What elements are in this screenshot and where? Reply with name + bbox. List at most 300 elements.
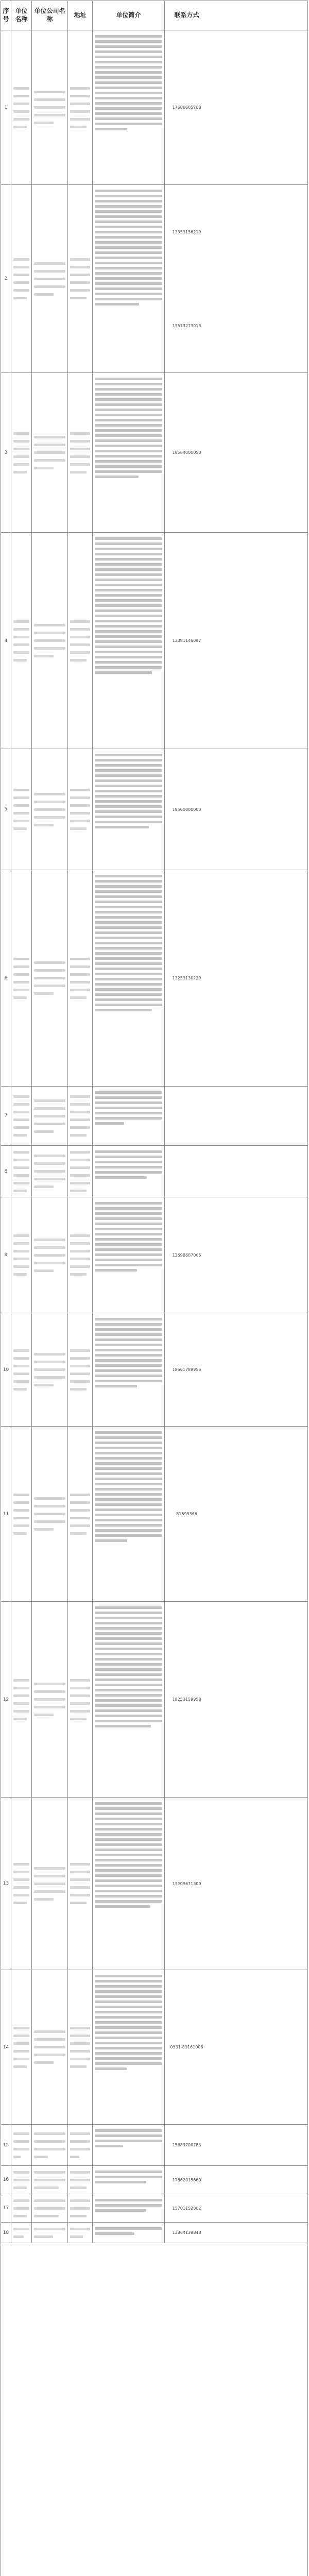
text-line	[70, 996, 87, 999]
text-line	[70, 1365, 90, 1367]
text-line	[70, 1166, 90, 1169]
row-seq: 4	[1, 533, 11, 749]
text-line	[95, 589, 162, 591]
table-row	[1, 1798, 307, 1970]
text-line	[13, 1242, 29, 1245]
text-line	[95, 1369, 162, 1372]
text-line	[13, 274, 29, 276]
text-line	[13, 281, 29, 284]
text-line	[95, 1885, 162, 1887]
text-line	[95, 1874, 162, 1877]
text-line	[34, 2187, 59, 2189]
row-seq: 12	[1, 1602, 11, 1797]
text-line	[13, 2035, 29, 2037]
text-line	[95, 1673, 162, 1676]
text-line	[70, 1095, 90, 1098]
text-line	[34, 122, 54, 124]
text-line	[95, 2021, 162, 2024]
phone-number[interactable]: 81599366	[176, 1512, 197, 1516]
text-line	[34, 1706, 65, 1708]
text-line	[34, 2228, 65, 2230]
text-line	[34, 655, 54, 657]
row-seq: 14	[1, 1970, 11, 2124]
company-name-cell	[32, 2194, 68, 2222]
company-name-cell	[32, 373, 68, 532]
text-line	[13, 1871, 29, 1873]
text-line	[95, 2171, 162, 2173]
unit-name-cell	[11, 2166, 32, 2194]
text-line	[95, 983, 162, 986]
text-line	[70, 103, 90, 105]
text-line	[95, 2227, 162, 2230]
text-line	[95, 666, 162, 669]
text-line	[13, 126, 27, 128]
text-line	[95, 1843, 162, 1846]
text-line	[70, 1357, 90, 1360]
text-line	[70, 1679, 90, 1682]
text-line	[95, 1442, 162, 1444]
phone-number[interactable]: 18560000060	[172, 807, 201, 812]
text-line	[95, 1107, 162, 1109]
text-line	[95, 2145, 123, 2147]
text-line	[70, 1524, 90, 1527]
text-line	[95, 931, 162, 934]
text-line	[95, 1112, 162, 1114]
text-line	[70, 2179, 90, 2181]
text-line	[95, 445, 162, 447]
text-line	[34, 1875, 65, 1877]
table-row	[1, 1087, 307, 1146]
text-line	[95, 890, 162, 893]
text-line	[70, 2156, 79, 2158]
text-line	[34, 285, 65, 288]
row-seq: 8	[1, 1146, 11, 1197]
text-line	[34, 801, 65, 803]
text-line	[34, 270, 65, 273]
text-line	[70, 958, 90, 960]
text-line	[70, 471, 87, 473]
text-line	[95, 1462, 162, 1465]
text-line	[13, 1151, 29, 1154]
text-line	[70, 1111, 90, 1113]
text-line	[34, 91, 65, 93]
text-line	[70, 297, 87, 299]
text-line	[95, 937, 162, 939]
text-line	[95, 1344, 162, 1346]
address-cell	[68, 1970, 93, 2124]
text-line	[95, 1467, 162, 1470]
text-line	[95, 1864, 162, 1867]
header-contact: 联系方式	[174, 11, 199, 19]
text-line	[95, 620, 162, 622]
text-line	[34, 992, 54, 995]
text-line	[95, 1995, 162, 1998]
text-line	[70, 1702, 90, 1705]
text-line	[70, 432, 90, 435]
text-line	[95, 548, 162, 550]
text-line	[34, 2054, 65, 2056]
text-line	[95, 1514, 162, 1516]
text-line	[95, 409, 162, 411]
text-line	[13, 2140, 29, 2143]
table-row	[1, 2166, 307, 2194]
text-line	[34, 1384, 54, 1386]
text-line	[95, 1720, 162, 1722]
company-name-cell	[32, 2223, 68, 2243]
text-line	[70, 1118, 90, 1121]
text-line	[70, 448, 90, 450]
text-line	[95, 282, 162, 285]
text-line	[70, 1380, 90, 1383]
text-line	[95, 790, 162, 792]
text-line	[70, 1718, 87, 1720]
text-line	[13, 2050, 29, 2053]
text-line	[13, 118, 29, 121]
text-line	[13, 1509, 29, 1512]
text-line	[70, 2058, 90, 2060]
text-line	[34, 2171, 65, 2174]
text-line	[95, 2204, 162, 2207]
text-line	[95, 880, 162, 883]
text-line	[95, 563, 162, 566]
text-line	[95, 102, 162, 105]
text-line	[95, 906, 162, 908]
text-line	[13, 1234, 29, 1237]
text-line	[95, 1202, 162, 1205]
text-line	[13, 958, 29, 960]
text-line	[95, 434, 162, 437]
text-line	[13, 1494, 29, 1496]
text-line	[34, 961, 65, 964]
text-line	[95, 921, 162, 924]
phone-number[interactable]: 18661789956	[172, 1367, 201, 1372]
unit-name-cell	[11, 1602, 32, 1797]
text-line	[13, 1524, 29, 1527]
text-line	[13, 1118, 29, 1121]
text-line	[95, 1207, 162, 1210]
phone-number[interactable]: 13209671300	[172, 1881, 201, 1886]
intro-cell	[93, 2194, 165, 2222]
text-line	[95, 1524, 162, 1527]
phone-number[interactable]: 13573273013	[172, 323, 201, 328]
text-line	[13, 440, 29, 443]
text-line	[70, 620, 90, 623]
text-line	[95, 640, 162, 643]
text-line	[34, 1353, 65, 1355]
text-line	[34, 1123, 65, 1125]
text-line	[95, 1529, 162, 1532]
text-line	[13, 1718, 27, 1720]
text-line	[34, 2235, 53, 2238]
table-row	[1, 2194, 307, 2223]
text-line	[95, 754, 162, 756]
row-seq: 7	[1, 1087, 11, 1145]
text-line	[34, 1170, 65, 1173]
text-line	[13, 2058, 29, 2060]
row-seq: 13	[1, 1798, 11, 1970]
table-header	[1, 1, 307, 30]
text-line	[70, 2171, 90, 2174]
text-line	[95, 1243, 162, 1246]
text-line	[95, 251, 162, 254]
intro-cell	[93, 1313, 165, 1426]
phone-number[interactable]: 15689700783	[172, 2143, 201, 2147]
text-line	[70, 659, 87, 662]
text-line	[13, 1687, 29, 1689]
row-seq: 5	[1, 749, 11, 870]
text-line	[95, 1627, 162, 1630]
text-line	[34, 1368, 65, 1371]
row-seq: 1	[1, 30, 11, 184]
text-line	[13, 1702, 29, 1705]
text-line	[13, 2171, 29, 2174]
text-line	[70, 110, 90, 113]
text-line	[95, 553, 162, 555]
text-line	[70, 820, 90, 822]
text-line	[95, 1328, 162, 1331]
text-line	[34, 647, 65, 650]
text-line	[13, 2215, 27, 2217]
text-line	[70, 827, 87, 830]
text-line	[95, 651, 162, 653]
text-line	[95, 2067, 127, 2070]
text-line	[34, 1714, 54, 1716]
text-line	[95, 625, 162, 628]
text-line	[34, 2215, 59, 2217]
text-line	[95, 2209, 146, 2212]
text-line	[70, 1103, 90, 1106]
text-line	[95, 926, 162, 929]
intro-cell	[93, 2223, 165, 2243]
text-line	[95, 1975, 162, 1977]
intro-cell	[93, 1970, 165, 2124]
address-cell	[68, 185, 93, 372]
text-line	[34, 1361, 65, 1363]
text-line	[95, 298, 162, 300]
text-line	[13, 87, 29, 90]
text-line	[70, 2187, 87, 2189]
text-line	[95, 1457, 162, 1460]
text-line	[13, 989, 29, 991]
company-name-cell	[32, 870, 68, 1086]
phone-number[interactable]: 17662015660	[172, 2177, 201, 2182]
contact-cell	[165, 1313, 209, 1426]
text-line	[95, 241, 162, 244]
text-line	[95, 2199, 162, 2201]
text-line	[95, 1632, 162, 1635]
text-line	[95, 1349, 162, 1351]
text-line	[95, 123, 162, 125]
intro-cell	[93, 373, 165, 532]
text-line	[95, 774, 162, 777]
text-line	[70, 2148, 90, 2150]
text-line	[95, 1637, 162, 1640]
contact-cell	[165, 1970, 209, 2124]
text-line	[13, 1250, 29, 1252]
text-line	[34, 1246, 65, 1249]
text-line	[95, 1642, 162, 1645]
text-line	[95, 267, 162, 269]
text-line	[95, 568, 162, 571]
phone-number[interactable]: 13081146097	[172, 638, 201, 643]
text-line	[13, 996, 27, 999]
table-row	[1, 749, 307, 870]
phone-number[interactable]: 13253130229	[172, 976, 201, 980]
text-line	[95, 1478, 162, 1480]
text-line	[95, 45, 162, 48]
text-line	[70, 796, 90, 799]
text-line	[95, 916, 162, 919]
phone-number[interactable]: 13353156219	[172, 229, 201, 234]
text-line	[70, 1902, 87, 1904]
unit-name-cell	[11, 1427, 32, 1601]
text-line	[95, 978, 162, 980]
text-line	[34, 1254, 65, 1257]
text-line	[95, 303, 139, 306]
text-line	[95, 810, 162, 813]
text-line	[95, 1905, 150, 1908]
row-seq: 17	[1, 2194, 11, 2222]
table-row	[1, 1313, 307, 1427]
text-line	[95, 1156, 162, 1158]
text-line	[70, 1886, 90, 1889]
text-line	[34, 2132, 65, 2135]
text-line	[95, 1117, 162, 1120]
text-line	[70, 95, 90, 97]
text-line	[34, 824, 54, 826]
text-line	[95, 1233, 162, 1235]
text-line	[95, 1009, 152, 1011]
text-line	[95, 1802, 162, 1805]
text-line	[95, 968, 162, 970]
address-cell	[68, 1087, 93, 1145]
text-line	[13, 2042, 29, 2045]
text-line	[95, 962, 162, 965]
text-line	[13, 266, 29, 268]
text-line	[95, 257, 162, 259]
text-line	[95, 1854, 162, 1856]
text-line	[70, 812, 90, 815]
text-line	[95, 2134, 162, 2137]
text-line	[95, 2031, 162, 2034]
text-line	[34, 444, 65, 446]
text-line	[95, 293, 162, 295]
company-name-cell	[32, 2125, 68, 2165]
phone-number[interactable]: 0531-83161008	[170, 2045, 203, 2049]
intro-cell	[93, 185, 165, 372]
text-line	[95, 795, 162, 798]
text-line	[95, 1812, 162, 1815]
company-name-cell	[32, 30, 68, 184]
text-line	[13, 1349, 29, 1352]
text-line	[95, 1725, 151, 1727]
text-line	[95, 1488, 162, 1490]
company-name-cell	[32, 1087, 68, 1145]
text-line	[95, 226, 162, 228]
contact-cell	[165, 2194, 209, 2222]
text-line	[70, 1710, 90, 1713]
text-line	[34, 1099, 65, 1102]
text-line	[13, 1126, 29, 1129]
text-line	[13, 789, 29, 791]
company-name-cell	[32, 749, 68, 870]
text-line	[70, 126, 87, 128]
intro-cell	[93, 1146, 165, 1197]
text-line	[95, 2006, 162, 2008]
intro-cell	[93, 1197, 165, 1313]
contact-cell	[165, 870, 209, 1086]
text-line	[13, 258, 29, 261]
text-line	[95, 826, 149, 828]
text-line	[13, 1095, 29, 1098]
text-line	[70, 1388, 87, 1391]
phone-number[interactable]: 17686605708	[172, 105, 201, 110]
contact-cell	[165, 533, 209, 749]
text-line	[13, 1103, 29, 1106]
text-line	[95, 998, 162, 1001]
text-line	[13, 981, 29, 984]
phone-number[interactable]: 13698607006	[172, 1252, 201, 1258]
text-line	[70, 2199, 90, 2202]
text-line	[95, 1217, 162, 1220]
text-line	[95, 800, 162, 803]
address-cell	[68, 1146, 93, 1197]
text-line	[70, 2132, 90, 2135]
text-line	[13, 651, 29, 654]
text-line	[95, 215, 162, 218]
text-line	[13, 1159, 29, 1161]
text-line	[95, 378, 162, 380]
phone-number[interactable]: 15701152002	[172, 2206, 201, 2211]
text-line	[95, 1679, 162, 1681]
contact-cell	[165, 2166, 209, 2194]
text-line	[95, 1648, 162, 1650]
text-line	[95, 1161, 162, 1163]
phone-number[interactable]: 13864139848	[172, 2230, 201, 2235]
text-line	[95, 1212, 162, 1215]
text-line	[34, 436, 65, 438]
text-line	[95, 1364, 162, 1367]
text-line	[70, 1863, 90, 1866]
text-line	[70, 1151, 90, 1154]
text-line	[34, 2207, 65, 2210]
text-line	[95, 76, 162, 79]
text-line	[95, 646, 162, 648]
text-line	[70, 2065, 87, 2068]
text-line	[70, 973, 90, 976]
text-line	[95, 1519, 162, 1521]
text-line	[95, 1091, 162, 1094]
text-line	[70, 1134, 87, 1137]
text-line	[95, 2181, 146, 2183]
text-line	[95, 439, 162, 442]
phone-number[interactable]: 18253159958	[172, 1697, 201, 1702]
unit-name-cell	[11, 373, 32, 532]
text-line	[95, 1689, 162, 1691]
text-line	[34, 2046, 65, 2048]
phone-number[interactable]: 18564000050	[172, 450, 201, 455]
text-line	[95, 2232, 134, 2235]
text-line	[95, 543, 162, 545]
company-name-cell	[32, 1427, 68, 1601]
text-line	[95, 210, 162, 213]
intro-cell	[93, 533, 165, 749]
text-line	[34, 1513, 65, 1515]
text-line	[34, 1883, 65, 1885]
intro-cell	[93, 749, 165, 870]
text-line	[13, 289, 29, 292]
text-line	[95, 1253, 162, 1256]
